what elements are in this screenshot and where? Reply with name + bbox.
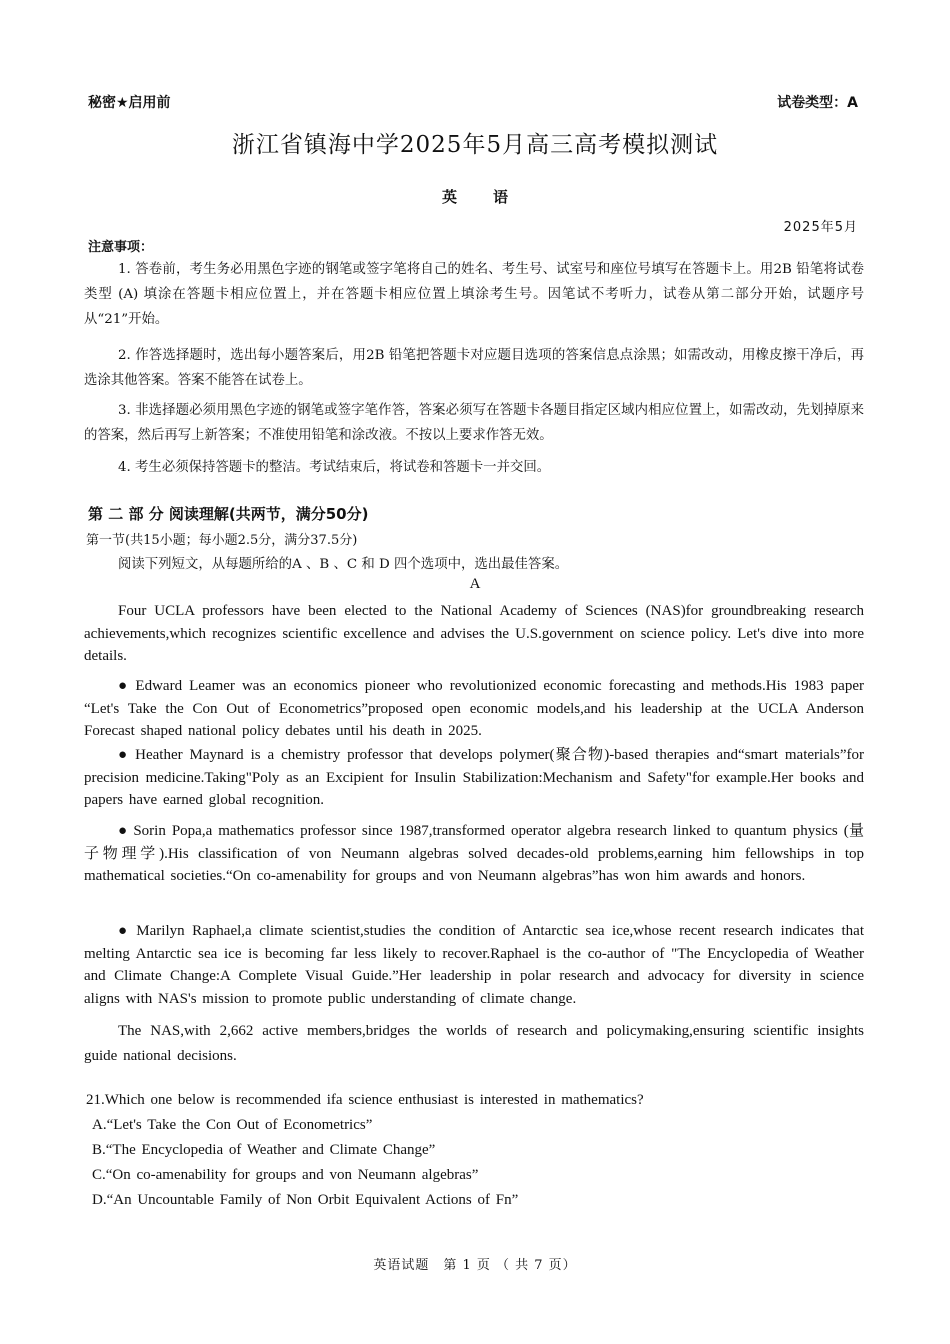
confidential-label: 秘密★启用前 [88, 95, 171, 111]
passage-intro: Four UCLA professors have been elected to the National Academy of Sciences (NAS)for groundbreaking research achievements,which recognizes scientific excellence and advises the U.S.government on science policy. Let's dive into more details. [84, 603, 864, 665]
exam-date: 2025年5月 [783, 220, 858, 235]
passage-bullet-popa: ● Sorin Popa,a mathematics professor since 1987,transformed operator algebra research linked to quantum physics (量子物理学).His classification of von Neumann algebras solved decades-old problems,earning him fellowships in top mathematical societies.“On co-amenability for groups and von Neumann algebras”has won him awards and honors. [84, 823, 864, 885]
passage-letter: A [469, 576, 481, 592]
option-a: A.“Let's Take the Con Out of Econometrics” [92, 1117, 373, 1133]
note-item-1: 1. 答卷前，考生务必用黑色字迹的钢笔或签字笔将自己的姓名、考生号、试室号和座位号填写在答题卡上。用2B 铅笔将试卷类型 (A) 填涂在答题卡相应位置上，并在答题卡相应位置上填涂考生号。因笔试不考听力，试卷从第二部分开始，试题序号从“21”开始。 [84, 262, 864, 327]
passage-bullet-raphael: ● Marilyn Raphael,a climate scientist,studies the condition of Antarctic sea ice,whose recent research indicates that melting Antarctic sea ice is becoming far less likely to recover.Raphael is the co-author of "The Encyclopedia of Weather and Climate Change:A Complete Visual Guide.”Her leadership in polar research and advocacy for diversity in science aligns with NAS's mission to promote public understanding of climate change. [84, 923, 864, 1007]
question-stem: 21.Which one below is recommended ifa science enthusiast is interested in mathematics? [86, 1092, 644, 1108]
subject-title: 英语 [441, 188, 544, 206]
note-item-2: 2. 作答选择题时，选出每小题答案后，用2B 铅笔把答题卡对应题目选项的答案信息点涂黑；如需改动，用橡皮擦干净后，再选涂其他答案。答案不能答在试卷上。 [84, 348, 864, 388]
note-item-3: 3. 非选择题必须用黑色字迹的钢笔或签字笔作答，答案必须写在答题卡各题目指定区域内相应位置上，如需改动，先划掉原来的答案，然后再写上新答案；不准使用铅笔和涂改液。不按以上要求作答无效。 [84, 403, 864, 443]
page-footer: 英语试题 第 1 页 （ 共 7 页） [373, 1258, 577, 1273]
notes-heading: 注意事项： [88, 240, 154, 255]
passage-bullet-maynard: ● Heather Maynard is a chemistry professor that develops polymer(聚合物)-based therapies and“smart materials”for precision medicine.Taking"Poly as an Excipient for Insulin Stabilization:Mechanism and Safety"for example.Her books and papers have earned global recognition. [84, 747, 864, 809]
passage-closing: The NAS,with 2,662 active members,bridges the worlds of research and policymaking,ensuring scientific insights guide national decisions. [84, 1023, 864, 1064]
exam-title: 浙江省镇海中学2025年5月高三高考模拟测试 [231, 132, 719, 158]
note-item-4: 4. 考生必须保持答题卡的整洁。考试结束后，将试卷和答题卡一并交回。 [118, 460, 551, 475]
passage-bullet-leamer: ● Edward Leamer was an economics pioneer who revolutionized economic forecasting and methods.His 1983 paper “Let's Take the Con Out of Econometrics”proposed open economic models,and his leadership at the UCLA Anderson Forecast shaped national policy debates until his death in 2025. [84, 678, 864, 740]
reading-instruction: 阅读下列短文，从每题所给的A 、B 、C 和 D 四个选项中，选出最佳答案。 [118, 557, 569, 572]
option-d: D.“An Uncountable Family of Non Orbit Equivalent Actions of Fn” [92, 1192, 519, 1208]
option-c: C.“On co-amenability for groups and von Neumann algebras” [92, 1167, 479, 1183]
paper-type-label: 试卷类型：A [777, 95, 858, 111]
part-heading: 第 二 部 分 阅读理解(共两节，满分50分) [88, 505, 369, 523]
section-heading: 第一节(共15小题；每小题2.5分，满分37.5分) [86, 533, 358, 548]
option-b: B.“The Encyclopedia of Weather and Climate Change” [92, 1142, 436, 1158]
